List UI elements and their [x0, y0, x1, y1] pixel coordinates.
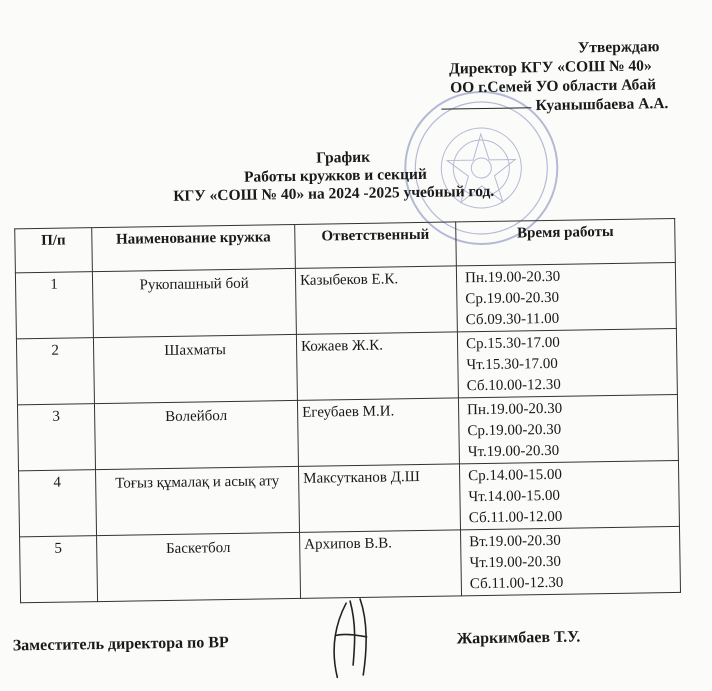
time-slot: Чт.15.30-17.00 — [466, 355, 558, 374]
work-time — [458, 394, 678, 463]
club-name: Рукопашный бой — [92, 268, 296, 337]
work-time — [460, 526, 680, 595]
header-number: П/п — [15, 228, 93, 273]
table-row — [19, 460, 680, 536]
approval-organization: ОО г.Семей УО области Абай — [450, 76, 657, 97]
time-slot: Пн.19.00-20.30 — [464, 268, 561, 287]
time-slot: Ср.14.00-15.00 — [468, 466, 563, 485]
club-name: Волейбол — [94, 400, 298, 469]
time-slot: Сб.10.00-12.30 — [466, 376, 561, 395]
time-slot: Чт.19.00-20.30 — [469, 553, 562, 572]
row-number: 4 — [19, 470, 97, 537]
schedule-table — [14, 218, 681, 603]
time-slot: Пн.19.00-20.30 — [466, 400, 563, 419]
responsible-person: Казыбеков Е.К. — [295, 266, 457, 335]
header-responsible: Ответственный — [295, 222, 457, 269]
handwritten-signature — [316, 595, 387, 686]
header-club-name: Наименование кружка — [92, 224, 296, 271]
club-name: Тоғыз құмалақ и асық ату — [96, 466, 300, 535]
club-name: Шахматы — [93, 334, 297, 403]
responsible-person: Егеубаев М.И. — [297, 398, 459, 467]
time-slot: Ср.15.30-17.00 — [465, 334, 560, 353]
club-name: Баскетбол — [97, 532, 301, 601]
responsible-person: Архипов В.В. — [300, 530, 462, 599]
work-time — [459, 460, 679, 529]
footer-position: Заместитель директора по ВР — [12, 634, 229, 655]
time-slot: Чт.19.00-20.30 — [467, 442, 560, 461]
responsible-person: Кожаев Ж.К. — [296, 332, 458, 401]
table-row — [20, 526, 681, 602]
work-time — [456, 262, 676, 331]
approval-block — [441, 37, 669, 116]
table-row — [16, 328, 677, 404]
time-slot: Сб.11.00-12.30 — [469, 574, 564, 593]
table-row — [17, 394, 678, 470]
work-time — [457, 328, 677, 397]
row-number: 2 — [16, 338, 94, 405]
document-title: График — [316, 148, 371, 167]
time-slot: Чт.14.00-15.00 — [468, 487, 561, 506]
responsible-person: Максутканов Д.Ш — [298, 464, 460, 533]
document-subtitle: Работы кружков и секций — [243, 165, 427, 186]
signature-line — [442, 107, 532, 109]
row-number: 3 — [17, 404, 95, 471]
time-slot: Сб.11.00-12.00 — [468, 508, 563, 527]
approval-title: Утверждаю — [577, 38, 660, 57]
time-slot: Ср.19.00-20.30 — [467, 421, 562, 440]
time-slot: Ср.19.00-20.30 — [465, 289, 560, 308]
time-slot: Вт.19.00-20.30 — [469, 532, 561, 551]
row-number: 5 — [20, 536, 98, 603]
time-slot: Сб.09.30-11.00 — [465, 310, 560, 329]
header-work-time: Время работы — [456, 218, 676, 265]
approval-director: Директор КГУ «СОШ № 40» — [448, 57, 652, 78]
approval-director-name: Куанышбаева А.А. — [535, 95, 669, 115]
document-school-year: КГУ «СОШ № 40» на 2024 -2025 учебный год. — [173, 182, 495, 205]
table-row — [15, 262, 676, 338]
row-number: 1 — [15, 272, 93, 339]
footer-name: Жаркимбаев Т.У. — [456, 628, 581, 648]
